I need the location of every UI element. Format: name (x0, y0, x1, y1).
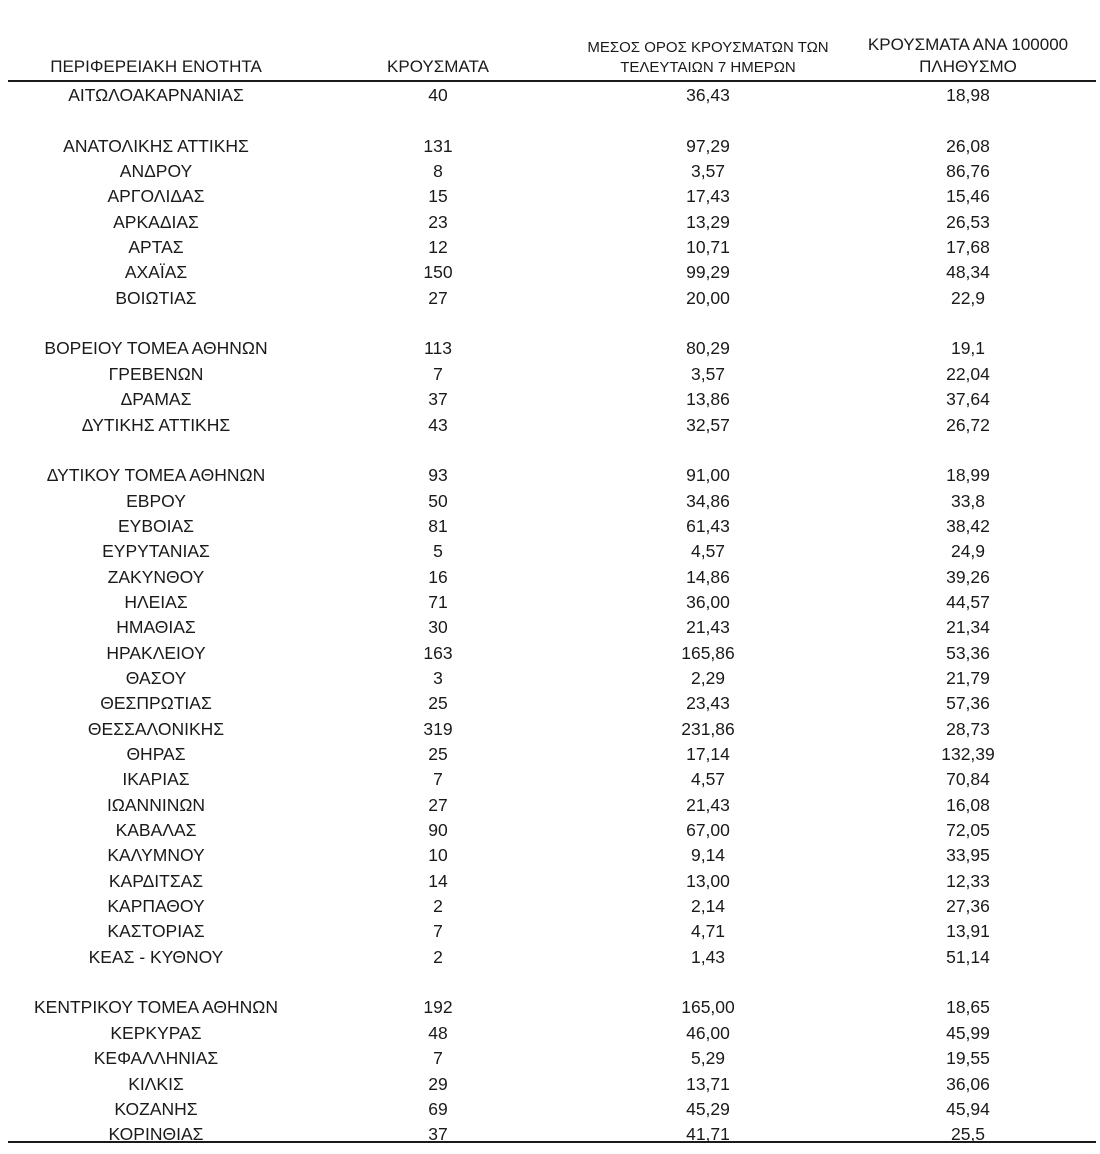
cell-average: 231,86 (681, 718, 735, 739)
cell-region: ΚΑΡΔΙΤΣΑΣ (108, 870, 204, 891)
cell-average: 9,14 (690, 845, 726, 866)
cell-region: ΑΝΔΡΟΥ (119, 161, 193, 181)
cell-per-100000: 12,33 (946, 870, 990, 891)
cell-region: ΚΟΖΑΝΗΣ (114, 1098, 198, 1119)
cell-average: 165,86 (681, 642, 735, 663)
cell-average: 45,29 (686, 1098, 730, 1119)
cell-average: 14,86 (686, 566, 730, 587)
cell-cases: 192 (423, 997, 453, 1018)
cell-cases: 93 (428, 465, 448, 486)
cell-cases: 25 (428, 744, 448, 764)
cell-average: 3,57 (690, 363, 726, 384)
table-row (8, 641, 1096, 666)
cell-cases: 27 (428, 794, 448, 815)
cell-average: 91,00 (686, 465, 730, 486)
cell-region: ΖΑΚΥΝΘΟΥ (107, 566, 205, 587)
cell-region: ΒΟΙΩΤΙΑΣ (115, 287, 197, 308)
table-row (8, 666, 1096, 691)
table-row (8, 717, 1096, 742)
cell-per-100000: 26,08 (946, 135, 990, 156)
table-row (8, 894, 1096, 919)
cell-average: 13,00 (686, 870, 730, 891)
cell-region: ΚΙΛΚΙΣ (128, 1073, 184, 1094)
cases-table (8, 0, 1096, 1145)
cell-region: ΑΡΚΑΔΙΑΣ (113, 211, 199, 232)
cell-per-100000: 21,34 (946, 617, 990, 638)
table-row (8, 1122, 1096, 1147)
cell-average: 165,00 (681, 997, 735, 1018)
cell-per-100000: 26,72 (946, 414, 990, 435)
cell-region: ΑΡΓΟΛΙΔΑΣ (107, 186, 205, 207)
cell-cases: 7 (433, 363, 443, 384)
cell-per-100000: 36,06 (946, 1073, 990, 1094)
cell-per-100000: 21,79 (946, 667, 990, 688)
cell-average: 46,00 (686, 1022, 730, 1043)
cell-per-100000: 86,76 (946, 161, 990, 181)
cell-cases: 2 (433, 946, 443, 967)
cell-per-100000: 19,55 (946, 1048, 990, 1069)
cell-average: 67,00 (686, 820, 730, 840)
cell-region: ΗΛΕΙΑΣ (124, 591, 188, 612)
cell-per-100000: 24,9 (950, 541, 986, 562)
table-header (8, 0, 1096, 82)
cell-average: 20,00 (686, 287, 730, 308)
table-row (8, 843, 1096, 868)
cell-region: ΑΙΤΩΛΟΑΚΑΡΝΑΝΙΑΣ (68, 85, 244, 105)
cell-cases: 37 (428, 389, 448, 410)
cell-cases: 25 (428, 693, 448, 714)
table-row (8, 1097, 1096, 1122)
cell-average: 21,43 (686, 617, 730, 638)
cell-cases: 48 (428, 1022, 448, 1043)
header-per-100000 (848, 34, 1088, 78)
cell-region: ΕΒΡΟΥ (126, 490, 186, 511)
cell-cases: 3 (433, 667, 443, 688)
cell-per-100000: 22,04 (946, 363, 990, 384)
cell-cases: 5 (433, 541, 443, 562)
cell-average: 13,29 (686, 211, 730, 232)
cell-average: 41,71 (686, 1124, 730, 1145)
cell-average: 10,71 (686, 237, 730, 257)
cell-cases: 163 (423, 642, 453, 663)
cell-cases: 40 (428, 85, 448, 105)
cell-region: ΔΡΑΜΑΣ (120, 389, 192, 410)
cell-per-100000: 22,9 (950, 287, 986, 308)
cell-average: 4,57 (690, 541, 726, 562)
cell-per-100000: 44,57 (946, 591, 990, 612)
table-row (8, 1021, 1096, 1046)
cell-per-100000: 33,8 (950, 490, 986, 511)
cell-cases: 43 (428, 414, 448, 435)
cell-per-100000: 25,5 (950, 1124, 986, 1145)
cell-average: 13,71 (686, 1073, 730, 1094)
cell-region: ΒΟΡΕΙΟΥ ΤΟΜΕΑ ΑΘΗΝΩΝ (44, 338, 268, 359)
cell-region: ΚΑΒΑΛΑΣ (115, 820, 197, 840)
cell-average: 61,43 (686, 515, 730, 536)
header-per-line1: ΚΡΟΥΣΜΑΤΑ ΑΝΑ 100000 (867, 35, 1069, 54)
table-row (8, 742, 1096, 767)
cell-average: 32,57 (686, 414, 730, 435)
cell-per-100000: 53,36 (946, 642, 990, 663)
cell-average: 97,29 (686, 135, 730, 156)
cell-per-100000: 15,46 (946, 186, 990, 207)
cell-average: 2,14 (690, 896, 726, 917)
cell-cases: 81 (428, 515, 448, 536)
cell-per-100000: 57,36 (946, 693, 990, 714)
cell-cases: 150 (423, 262, 453, 283)
cell-per-100000: 39,26 (946, 566, 990, 587)
cell-region: ΑΡΤΑΣ (128, 237, 184, 257)
table-row (8, 134, 1096, 159)
cell-per-100000: 33,95 (946, 845, 990, 866)
cell-average: 34,86 (686, 490, 730, 511)
table-row (8, 463, 1096, 488)
table-row (8, 919, 1096, 944)
cell-region: ΑΝΑΤΟΛΙΚΗΣ ΑΤΤΙΚΗΣ (63, 135, 249, 156)
bottom-rule (8, 1141, 1096, 1143)
table-row (8, 83, 1096, 108)
cell-region: ΑΧΑΪΑΣ (124, 262, 188, 283)
cell-per-100000: 132,39 (941, 744, 995, 764)
cell-region: ΗΜΑΘΙΑΣ (116, 617, 196, 638)
cell-region: ΗΡΑΚΛΕΙΟΥ (106, 642, 206, 663)
cell-average: 4,71 (690, 921, 726, 942)
cell-average: 36,43 (686, 85, 730, 105)
cell-region: ΙΩΑΝΝΙΝΩΝ (106, 794, 206, 815)
cell-per-100000: 18,98 (946, 85, 990, 105)
table-row (8, 1046, 1096, 1071)
cell-cases: 23 (428, 211, 448, 232)
table-row (8, 767, 1096, 792)
cell-per-100000: 45,94 (946, 1098, 990, 1119)
table-row (8, 818, 1096, 843)
table-row (8, 159, 1096, 184)
cell-average: 4,57 (690, 769, 726, 790)
cell-average: 36,00 (686, 591, 730, 612)
header-per-line2: ΠΛΗΘΥΣΜΟ (919, 57, 1017, 76)
cell-region: ΘΕΣΠΡΩΤΙΑΣ (100, 693, 212, 714)
cell-cases: 7 (433, 1048, 443, 1069)
cell-cases: 71 (428, 591, 448, 612)
cell-cases: 15 (428, 186, 448, 207)
table-row (8, 210, 1096, 235)
cell-average: 99,29 (686, 262, 730, 283)
cell-cases: 14 (428, 870, 448, 891)
cell-region: ΘΑΣΟΥ (125, 667, 187, 688)
cell-cases: 2 (433, 896, 443, 917)
cell-average: 21,43 (686, 794, 730, 815)
cell-cases: 27 (428, 287, 448, 308)
cell-cases: 131 (423, 135, 453, 156)
cell-per-100000: 18,65 (946, 997, 990, 1018)
cell-region: ΚΟΡΙΝΘΙΑΣ (108, 1124, 204, 1145)
cell-region: ΓΡΕΒΕΝΩΝ (108, 363, 204, 384)
table-row (8, 387, 1096, 412)
cell-per-100000: 27,36 (946, 896, 990, 917)
cell-region: ΙΚΑΡΙΑΣ (122, 769, 190, 790)
cell-per-100000: 19,1 (950, 338, 986, 359)
cell-per-100000: 72,05 (946, 820, 990, 840)
cell-per-100000: 45,99 (946, 1022, 990, 1043)
cell-cases: 113 (424, 338, 452, 359)
cell-average: 80,29 (686, 338, 730, 359)
table-row (8, 615, 1096, 640)
cell-per-100000: 28,73 (946, 718, 990, 739)
header-average (568, 38, 848, 78)
cell-per-100000: 13,91 (946, 921, 990, 942)
cell-cases: 319 (423, 718, 453, 739)
cell-per-100000: 26,53 (946, 211, 990, 232)
cell-cases: 50 (428, 490, 448, 511)
cell-cases: 90 (428, 820, 448, 840)
cell-cases: 37 (428, 1124, 448, 1145)
cell-region: ΕΥΒΟΙΑΣ (118, 515, 194, 536)
table-row (8, 995, 1096, 1020)
header-average-line1: ΜΕΣΟΣ ΟΡΟΣ ΚΡΟΥΣΜΑΤΩΝ ΤΩΝ (587, 39, 829, 56)
table-row (8, 514, 1096, 539)
cell-region: ΚΕΡΚΥΡΑΣ (110, 1022, 202, 1043)
cell-average: 17,43 (686, 186, 730, 207)
table-row (8, 945, 1096, 970)
table-row (8, 286, 1096, 311)
cell-region: ΚΕΝΤΡΙΚΟΥ ΤΟΜΕΑ ΑΘΗΝΩΝ (33, 997, 279, 1018)
cell-cases: 10 (428, 845, 448, 866)
cell-cases: 8 (433, 161, 443, 181)
cell-per-100000: 37,64 (946, 389, 990, 410)
cell-region: ΚΑΛΥΜΝΟΥ (107, 845, 205, 866)
cell-region: ΘΗΡΑΣ (126, 744, 186, 764)
table-row (8, 691, 1096, 716)
table-row (8, 869, 1096, 894)
table-row (8, 336, 1096, 361)
cell-per-100000: 38,42 (946, 515, 990, 536)
table-row (8, 260, 1096, 285)
cell-average: 2,29 (690, 667, 726, 688)
table-row (8, 590, 1096, 615)
table-row (8, 539, 1096, 564)
cell-region: ΕΥΡΥΤΑΝΙΑΣ (102, 541, 210, 562)
cell-region: ΚΕΑΣ - ΚΥΘΝΟΥ (88, 946, 224, 967)
cell-region: ΘΕΣΣΑΛΟΝΙΚΗΣ (87, 718, 225, 739)
header-average-line2: ΤΕΛΕΥΤΑΙΩΝ 7 ΗΜΕΡΩΝ (620, 59, 796, 76)
cell-cases: 7 (433, 769, 443, 790)
cell-cases: 7 (433, 921, 443, 942)
cell-cases: 16 (428, 566, 448, 587)
cell-average: 23,43 (686, 693, 730, 714)
cell-region: ΚΑΡΠΑΘΟΥ (107, 896, 205, 917)
table-row (8, 235, 1096, 260)
cell-per-100000: 48,34 (946, 262, 990, 283)
table-row (8, 362, 1096, 387)
cell-per-100000: 17,68 (946, 237, 990, 257)
table-row (8, 1072, 1096, 1097)
cell-average: 17,14 (686, 744, 730, 764)
cell-region: ΔΥΤΙΚΟΥ ΤΟΜΕΑ ΑΘΗΝΩΝ (46, 465, 266, 486)
cell-average: 13,86 (686, 389, 730, 410)
cell-cases: 30 (428, 617, 448, 638)
cell-average: 5,29 (690, 1048, 726, 1069)
cell-per-100000: 16,08 (946, 794, 990, 815)
header-cases: ΚΡΟΥΣΜΑΤΑ (387, 57, 489, 76)
cell-average: 3,57 (690, 161, 726, 181)
table-row (8, 489, 1096, 514)
cell-per-100000: 18,99 (946, 465, 990, 486)
cell-average: 1,43 (690, 946, 726, 967)
cell-region: ΔΥΤΙΚΗΣ ΑΤΤΙΚΗΣ (81, 414, 231, 435)
cell-region: ΚΑΣΤΟΡΙΑΣ (107, 921, 205, 942)
cell-per-100000: 70,84 (946, 769, 990, 790)
table-row (8, 413, 1096, 438)
cell-cases: 69 (428, 1098, 448, 1119)
cell-per-100000: 51,14 (946, 946, 990, 967)
table-row (8, 793, 1096, 818)
table-row (8, 184, 1096, 209)
cell-cases: 29 (428, 1073, 448, 1094)
table-row (8, 565, 1096, 590)
header-region: ΠΕΡΙΦΕΡΕΙΑΚΗ ΕΝΟΤΗΤΑ (50, 57, 262, 76)
cell-cases: 12 (428, 237, 448, 257)
cell-region: ΚΕΦΑΛΛΗΝΙΑΣ (93, 1048, 219, 1069)
